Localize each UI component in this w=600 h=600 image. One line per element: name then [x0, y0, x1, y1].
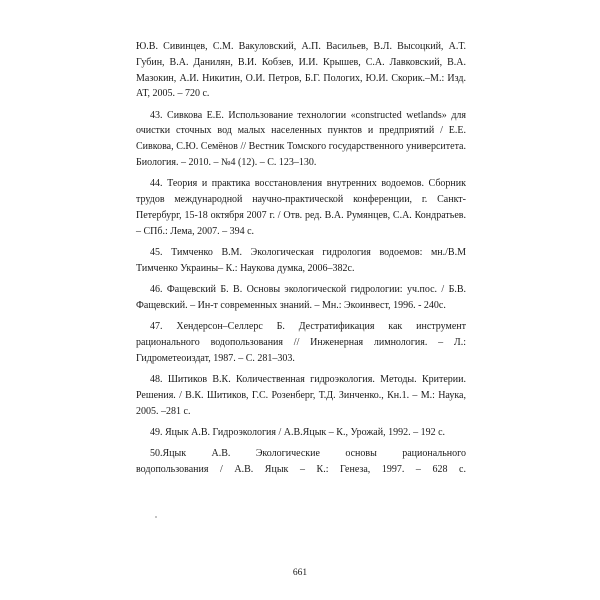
bibliography-entry-text: 49. Яцык А.В. Гидроэкология / А.В.Яцык – К., Урожай, 1992. – 192 с.: [150, 427, 446, 439]
bibliography-entry-text: 48. Шитиков В.К. Количественная гидроэкология. Методы. Критерии. Решения. / В.К. Шитиков, Г.С. Розенберг, Т.Д. Зинченко., Кн.1. – М.: Наука, 2005. –281 с.: [136, 374, 466, 417]
bibliography-list: [136, 39, 466, 483]
bibliography-entry-text: 44. Теория и практика восстановления внутренних водоемов. Сборник трудов международной научно-практической конференции, г. Санкт-Петербург, 15-18 октября 2007 г. / Отв. ред. В.А. Румянцев, С.А. Кондратьев. – СПб.: Лема, 2007. – 394 с.: [136, 178, 466, 237]
bibliography-entry-text: 43. Сивкова Е.Е. Использование технологии «constructed wetlands» для очистки сточных вод малых населенных пунктов и предприятий / Е.Е. Сивкова, С.Ю. Семёнов // Вестник Томского государственного университета. Биология. – 2010. – №4 (12). – С. 123–130.: [136, 109, 466, 169]
bibliography-entry-47: [136, 319, 466, 366]
bibliography-entry-50: [136, 446, 466, 478]
bibliography-entry-head: 50.Яцык А.В. Экологические основы рационального: [150, 448, 466, 460]
bibliography-entry-text: 45. Тимченко В.М. Экологическая гидрология водоемов: мн./В.М Тимченко Украины– К.: Наукова думка, 2006–382с.: [136, 247, 466, 274]
bibliography-entry-43: [136, 108, 466, 171]
bibliography-entry-46: [136, 282, 466, 314]
bibliography-entry-text: 46. Фащевский Б. В. Основы экологической гидрологии: уч.пос. / Б.В. Фащевский. – Ин-т современных знаний. – Мн.: Экоинвест, 1996. - 240с.: [136, 284, 466, 311]
bibliography-entry-continuation: [136, 39, 466, 102]
page-number: 661: [292, 568, 308, 578]
bibliography-entry-44: [136, 176, 466, 239]
bibliography-entry-text: 47. Хендерсон–Селлерс Б. Дестратификация как инструмент рационального водопользования // Инженерная лимнология. – Л.: Гидрометеоиздат, 1987. – С. 281–303.: [136, 321, 466, 364]
bibliography-entry-48: [136, 372, 466, 419]
bibliography-entry-49: [136, 425, 466, 441]
bibliography-entry-text: Ю.В. Сивинцев, С.М. Вакуловский, А.П. Васильев, В.Л. Высоцкий, А.Т. Губин, В.А. Данилян, В.И. Кобзев, И.И. Крышев, С.А. Лавковский, В.А. Мазокин, А.И. Никитин, О.И. Петров, Б.Г. Пологих, Ю.И. Скорик.–М.: Изд. АТ, 2005. – 720 с.: [136, 41, 466, 100]
bibliography-entry-tail: водопользования / А.В. Яцык – К.: Генеза, 1997. – 628 с.: [136, 464, 466, 476]
bibliography-entry-45: [136, 245, 466, 277]
scan-dot: [155, 516, 157, 518]
